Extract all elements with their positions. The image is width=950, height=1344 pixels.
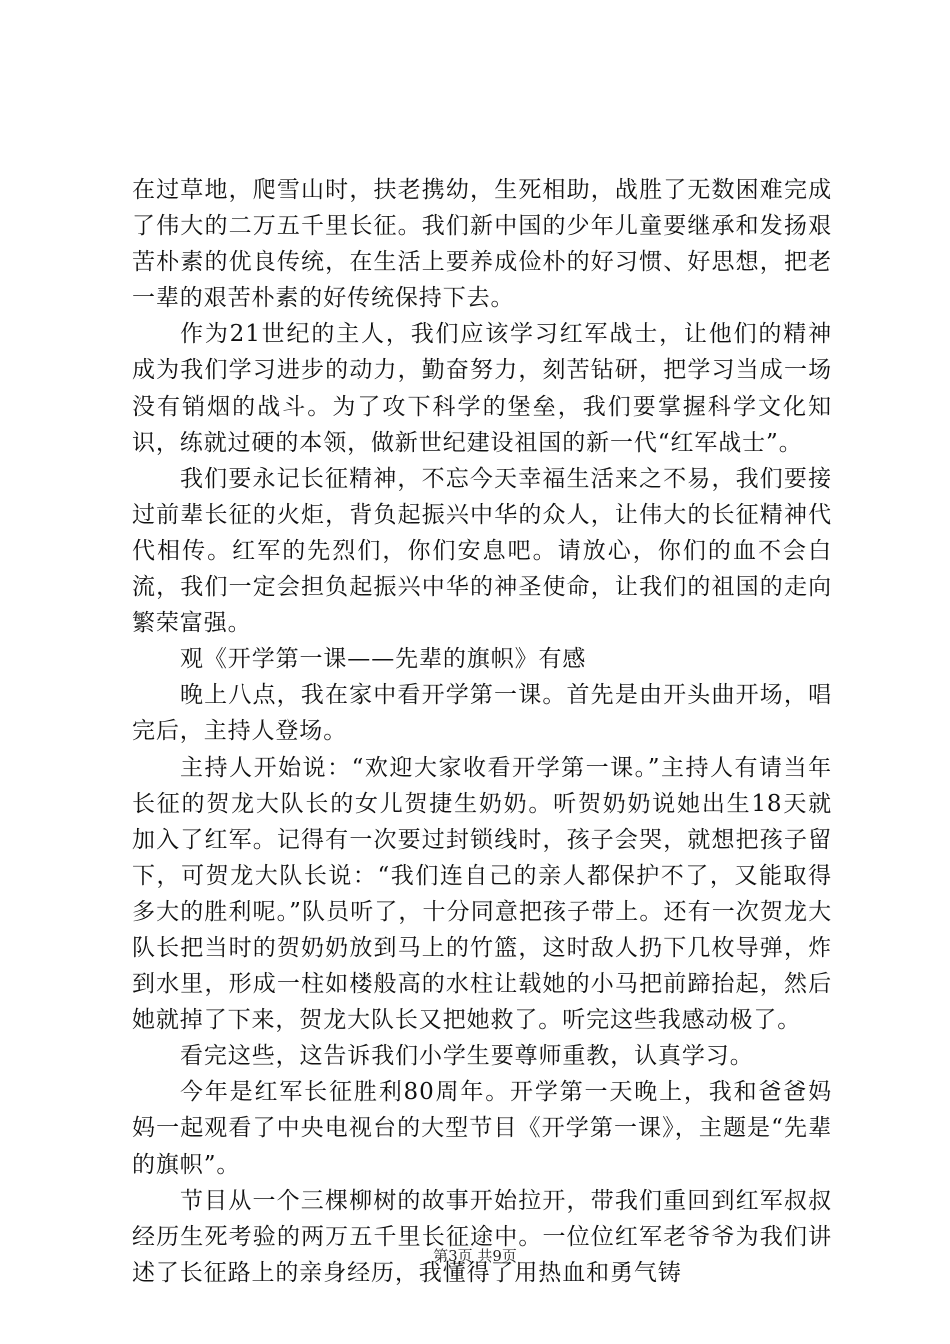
essay-title: 观《开学第一课——先辈的旗帜》有感 (180, 646, 587, 673)
paragraph: 晚上八点，我在家中看开学第一课。首先是由开头曲开场，唱完后，主持人登场。 (132, 682, 832, 745)
document-body (132, 172, 832, 1291)
paragraph: 看完这些，这告诉我们小学生要尊师重教，认真学习。 (180, 1043, 754, 1070)
paragraph: 节目从一个三棵柳树的故事开始拉开，带我们重回到红军叔叔经历生死考验的两万五千里长征途中。一位位红军老爷爷为我们讲述了长征路上的亲身经历，我懂得了用热血和勇气铸 (132, 1187, 832, 1286)
page-footer: 第3页 共9页 (433, 1247, 517, 1265)
paragraph-continuation: 在过草地，爬雪山时，扶老携幼，生死相助，战胜了无数困难完成了伟大的二万五千里长征。我们新中国的少年儿童要继承和发扬艰苦朴素的优良传统，在生活上要养成俭朴的好习惯、好思想，把老一辈的艰苦朴素的好传统保持下去。 (132, 177, 832, 312)
paragraph: 我们要永记长征精神，不忘今天幸福生活来之不易，我们要接过前辈长征的火炬，背负起振兴中华的众人，让伟大的长征精神代代相传。红军的先烈们，你们安息吧。请放心，你们的血不会白流，我们一定会担负起振兴中华的神圣使命，让我们的祖国的走向繁荣富强。 (132, 465, 832, 637)
paragraph: 作为21世纪的主人，我们应该学习红军战士，让他们的精神成为我们学习进步的动力，勤奋努力，刻苦钻研，把学习当成一场没有销烟的战斗。为了攻下科学的堡垒，我们要掌握科学文化知识，练就过硬的本领，做新世纪建设祖国的新一代“红军战士”。 (132, 321, 832, 456)
paragraph: 主持人开始说：“欢迎大家收看开学第一课。”主持人有请当年长征的贺龙大队长的女儿贺捷生奶奶。听贺奶奶说她出生18天就加入了红军。记得有一次要过封锁线时，孩子会哭，就想把孩子留下，可贺龙大队长说：“我们连自己的亲人都保护不了，又能取得多大的胜利呢。”队员听了，十分同意把孩子带上。还有一次贺龙大队长把当时的贺奶奶放到马上的竹篮，这时敌人扔下几枚导弹，炸到水里，形成一柱如楼般高的水柱让载她的小马把前蹄抬起，然后她就掉了下来，贺龙大队长又把她救了。听完这些我感动极了。 (132, 754, 832, 1034)
paragraph: 今年是红军长征胜利80周年。开学第一天晚上，我和爸爸妈妈一起观看了中央电视台的大型节目《开学第一课》，主题是“先辈的旗帜”。 (132, 1079, 832, 1178)
